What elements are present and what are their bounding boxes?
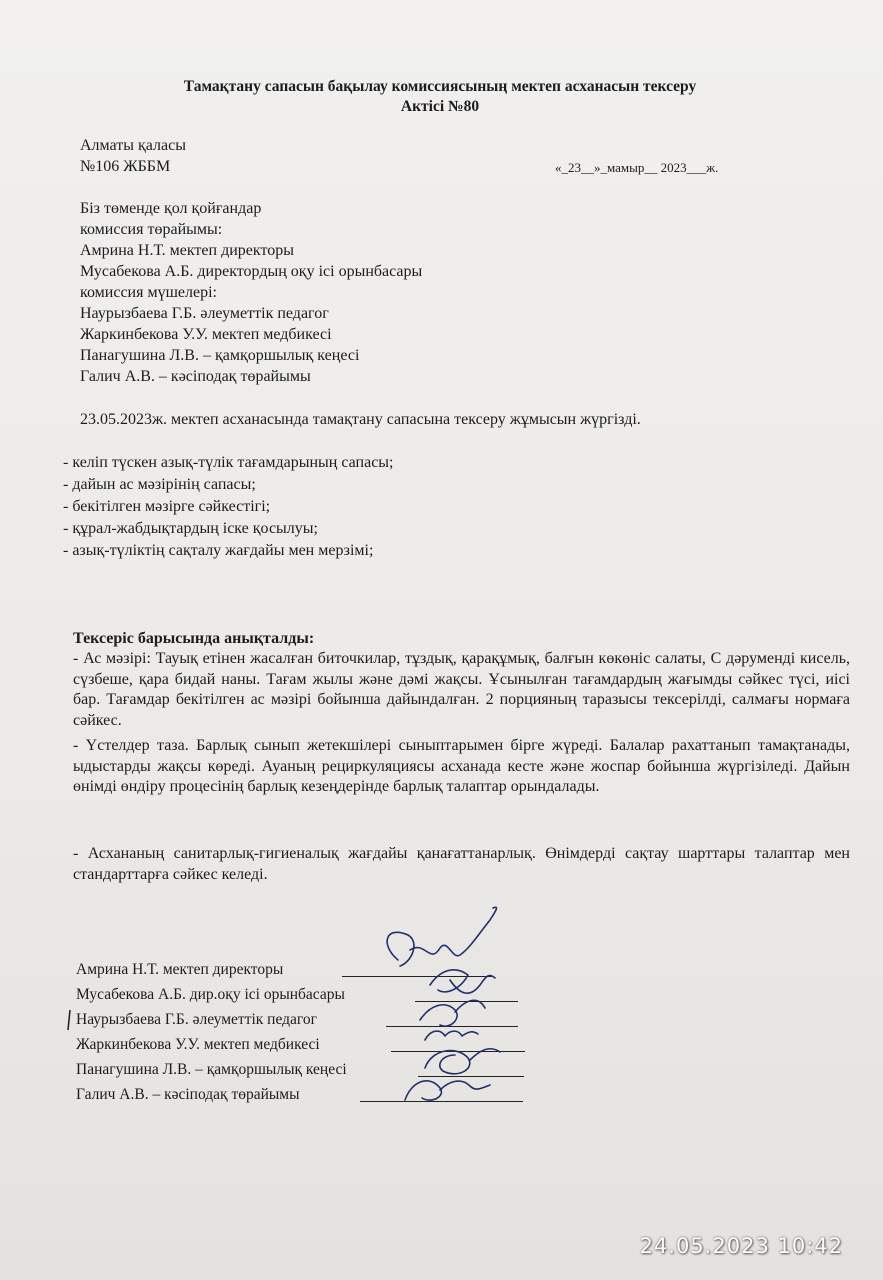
members-label: комиссия мүшелері: — [80, 284, 217, 301]
signatory: Амрина Н.Т. мектеп директоры — [76, 961, 284, 978]
act-number: Актісі №80 — [400, 98, 480, 115]
signatory: Галич А.В. – кәсіподақ төрайымы — [76, 1086, 300, 1103]
signature-amrina — [387, 907, 496, 966]
committee-member: Панагушина Л.В. – қамқоршылық кеңесі — [80, 347, 360, 364]
checklist-item: - дайын ас мәзірінің сапасы; — [63, 476, 256, 493]
photo-timestamp: 24.05.2023 10:42 — [639, 1234, 843, 1258]
signatory: Панагушина Л.В. – қамқоршылық кеңесі — [76, 1061, 347, 1078]
document-date: «_23__»_мамыр__ 2023___ж. — [555, 160, 719, 175]
checklist-item: - құрал-жабдықтардың іске қосылуы; — [63, 520, 318, 537]
inspection-statement: 23.05.2023ж. мектеп асханасында тамақтану сапасына тексеру жұмысын жүргізді. — [80, 411, 641, 428]
checklist-item: - азық-түліктің сақталу жағдайы мен мерзімі; — [63, 542, 374, 559]
findings-heading: Тексеріс барысында анықталды: — [73, 630, 315, 647]
finding-service: - Үстелдер таза. Барлық сынып жетекшілері сыныптарымен бірге жүреді. Балалар рахаттанып тамақтанады, ыдыстарды жақсы көреді. Ауаның рециркуляциясы асханада кесте және жоспар бойынша жүргізіледі. Дайын өнімді өндіру процесінің барлық кезеңдерінде барлық талаптар орындалады. — [73, 737, 850, 795]
signatory: Мусабекова А.Б. дир.оқу ісі орынбасары — [76, 986, 345, 1003]
committee-member: Жаркинбекова У.У. мектеп медбикесі — [80, 326, 332, 343]
checklist-item: - келіп түскен азық-түлік тағамдарының сапасы; — [63, 454, 394, 471]
signatory: Жаркинбекова У.У. мектеп медбикесі — [76, 1036, 320, 1053]
document-title: Тамақтану сапасын бақылау комиссиясының мектеп асханасын тексеру — [183, 78, 697, 95]
signature-zharkinbekova — [425, 1031, 478, 1040]
finding-sanitary: - Асхананың санитарлық-гигиеналық жағдайы қанағаттанарлық. Өнімдерді сақтау шарттары талаптар мен стандарттарға сәйкес келеді. — [73, 845, 850, 883]
signature-panagushina — [425, 1049, 500, 1074]
signatory: Наурызбаева Г.Б. әлеуметтік педагог — [76, 1011, 317, 1028]
checklist-item: - бекітілген мәзірге сәйкестігі; — [63, 498, 271, 515]
chair-label: комиссия төрайымы: — [80, 221, 223, 238]
signature-galich — [405, 1081, 490, 1100]
chair-member: Амрина Н.Т. мектеп директоры — [80, 242, 294, 259]
finding-menu: - Ас мәзірі: Тауық етінен жасалған биточкилар, тұздық, қарақұмық, балғын көкөніс салаты, С дәруменді кисель, сүзбеше, қара бидай наны. Тағам жылы және дәмі жақсы. Ұсынылған тағамдардың жағымды сәйкес түсі, иісі бар. Тағамдар бекітілген ас мәзірі бойынша дайындалған. 2 порцияның таразысы тексерілді, салмағы нормаға сәйкес. — [73, 650, 850, 729]
committee-member: Галич А.В. – кәсіподақ төрайымы — [80, 368, 311, 385]
signature-nauryzbaeva — [420, 1000, 485, 1026]
committee-member: Наурызбаева Г.Б. әлеуметтік педагог — [80, 305, 329, 322]
margin-mark — [68, 1010, 70, 1030]
undersigned-text: Біз төменде қол қойғандар — [80, 200, 262, 217]
school-name: №106 ЖББМ — [80, 158, 171, 175]
signature-musabekova — [430, 970, 495, 993]
city: Алматы қаласы — [80, 137, 186, 154]
chair-member: Мусабекова А.Б. директордың оқу ісі орынбасары — [80, 263, 423, 280]
